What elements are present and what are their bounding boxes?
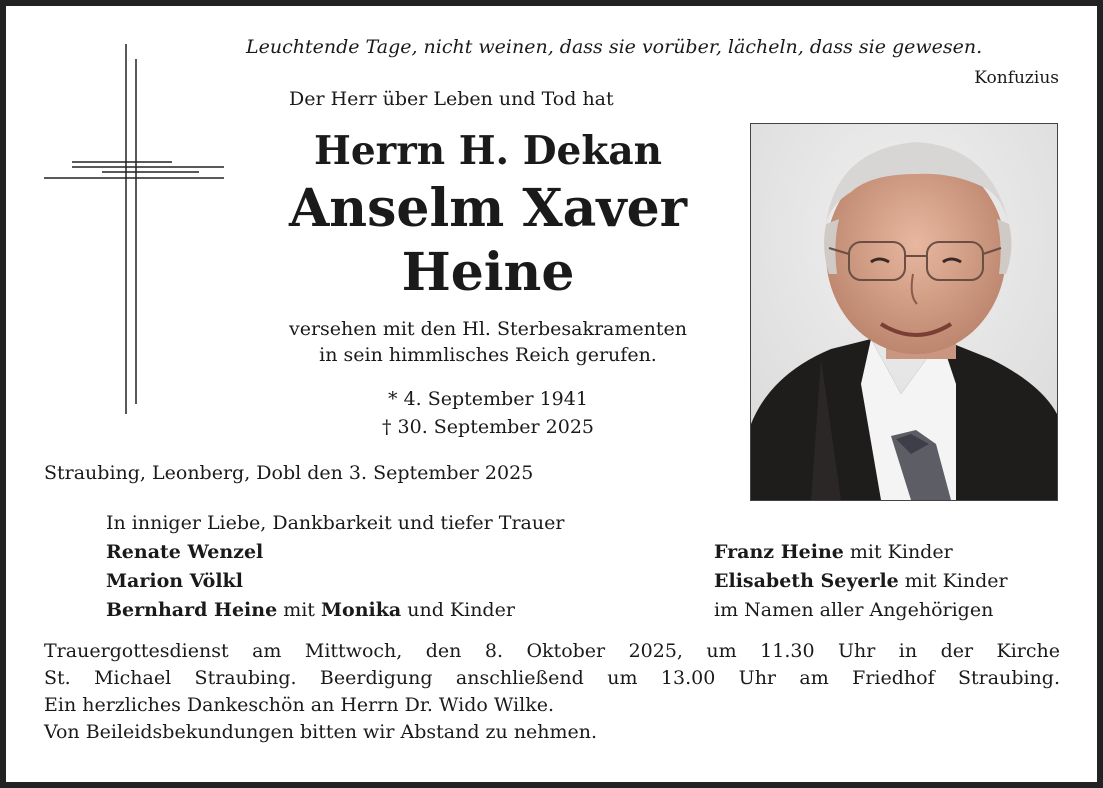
mourner-4 xyxy=(714,541,953,563)
mourner-4-suffix: mit Kinder xyxy=(843,541,953,563)
mourner-3-partner: Monika xyxy=(320,599,402,621)
mourner-4-name: Franz Heine xyxy=(714,541,844,563)
sacrament-line-2: in sein himmlisches Reich gerufen. xyxy=(319,344,657,366)
mourner-2-name: Marion Völkl xyxy=(106,570,243,592)
portrait-illustration xyxy=(751,124,1057,500)
place-and-date: Straubing, Leonberg, Dobl den 3. September 2025 xyxy=(44,462,534,484)
mourner-3-name: Bernhard Heine xyxy=(106,599,278,621)
mourner-2 xyxy=(106,570,243,592)
quote-author: Konfuzius xyxy=(974,68,1059,88)
death-date: † 30. September 2025 xyxy=(382,416,594,438)
portrait-photo xyxy=(750,123,1058,501)
mourners-intro: In inniger Liebe, Dankbarkeit und tiefer Trauer xyxy=(106,512,565,534)
mourner-1-name: Renate Wenzel xyxy=(106,541,264,563)
mourner-3 xyxy=(106,599,515,621)
sacrament-line-1: versehen mit den Hl. Sterbesakramenten xyxy=(289,318,687,340)
service-info xyxy=(44,638,1060,746)
quote-text: Leuchtende Tage, nicht weinen, dass sie vorüber, lächeln, dass sie gewesen. xyxy=(246,36,983,58)
deceased-surname: Heine xyxy=(401,242,575,303)
mourner-5-suffix: mit Kinder xyxy=(898,570,1008,592)
thanks-line: Ein herzliches Dankeschön an Herrn Dr. Wido Wilke. xyxy=(44,694,554,716)
service-line-1: Trauergottesdienst am Mittwoch, den 8. Oktober 2025, um 11.30 Uhr in der Kirche xyxy=(44,640,1060,662)
mourner-3-connector: mit xyxy=(277,599,321,621)
birth-date: * 4. September 1941 xyxy=(388,388,588,410)
mourner-5-name: Elisabeth Seyerle xyxy=(714,570,899,592)
mourners-on-behalf: im Namen aller Angehörigen xyxy=(714,599,994,621)
mourner-1 xyxy=(106,541,263,563)
mourner-5 xyxy=(714,570,1008,592)
deceased-given-names: Anselm Xaver xyxy=(288,178,688,239)
condolence-request: Von Beileidsbekundungen bitten wir Abstand zu nehmen. xyxy=(44,721,598,743)
deceased-honorific: Herrn H. Dekan xyxy=(314,128,662,174)
service-line-2: St. Michael Straubing. Beerdigung anschließend um 13.00 Uhr am Friedhof Straubing. xyxy=(44,667,1060,689)
intro-text: Der Herr über Leben und Tod hat xyxy=(289,88,614,110)
mourner-3-suffix: und Kinder xyxy=(401,599,515,621)
